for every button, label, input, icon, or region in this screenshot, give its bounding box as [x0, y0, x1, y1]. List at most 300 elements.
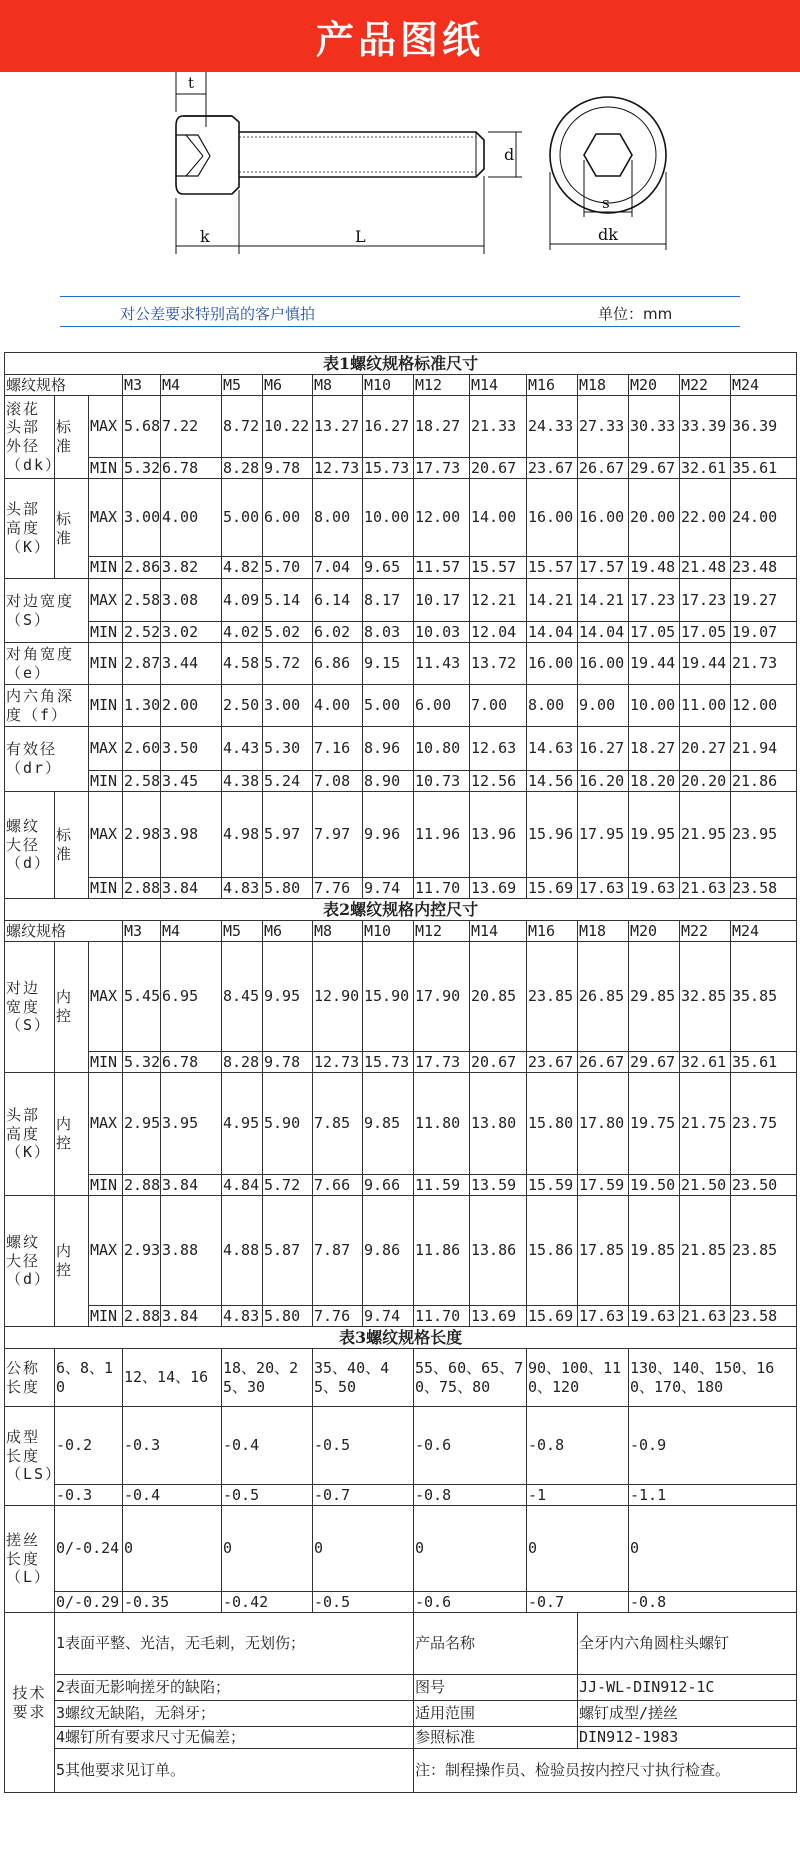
spec-value-cell: 23.85	[731, 1196, 797, 1306]
spec-value-cell: 2.58	[123, 579, 161, 622]
spec-value-cell: 5.72	[263, 1175, 313, 1196]
l-cell: 0	[629, 1506, 797, 1592]
tech-row	[5, 1675, 797, 1701]
tech-item: 1表面平整、光洁，无毛刺，无划伤；	[55, 1613, 414, 1675]
spec-value-cell: 12.73	[313, 1052, 363, 1073]
spec-value-cell: 11.70	[414, 1306, 470, 1327]
spec-value-cell: 16.27	[363, 396, 414, 458]
spec-value-cell: 10.17	[414, 579, 470, 622]
spec-value-cell: 6.78	[161, 458, 222, 479]
spec-value-cell: 3.44	[161, 643, 222, 685]
spec-sheet	[4, 352, 796, 1844]
spec-value-cell: 26.67	[578, 1052, 629, 1073]
scope-label: 适用范围	[414, 1701, 578, 1727]
spec-value-cell: 10.80	[414, 727, 470, 771]
spec-value-cell: 2.58	[124, 771, 161, 790]
spec-value-cell: 11.70	[414, 878, 470, 899]
spec-value-cell: 4.88	[222, 1196, 263, 1306]
spec-group-sub: 内控	[55, 942, 89, 1073]
spec-value-cell: 3.00	[123, 479, 161, 557]
spec-value-cell: 23.67	[527, 458, 578, 479]
spec-value-cell: 7.00	[470, 685, 527, 727]
standard-value: DIN912-1983	[578, 1727, 797, 1749]
spec-value-cell: 16.20	[578, 771, 629, 792]
tolerance-tag: MIN	[89, 685, 123, 727]
spec-value-cell: 15.57	[470, 557, 527, 579]
tolerance-tag: MAX	[89, 792, 123, 878]
spec-value-cell: 5.87	[263, 1196, 313, 1306]
l-cell: 0	[313, 1506, 414, 1592]
spec-value-cell: 22.00	[680, 479, 731, 557]
tolerance-tag: MAX	[89, 942, 123, 1052]
spec-value-cell: 6.00	[263, 479, 313, 557]
spec-value-cell: 5.02	[263, 622, 313, 643]
spec-value-cell: 23.67	[527, 1052, 578, 1073]
size-cell: M4	[161, 375, 222, 396]
spec-value-cell: 17.73	[414, 1052, 470, 1073]
spec-value-cell: 7.22	[161, 396, 222, 458]
tolerance-tag: MAX	[89, 396, 123, 458]
spec-value-cell: 14.00	[470, 479, 527, 557]
spec-value-cell: 17.95	[578, 792, 629, 878]
spec-value-cell: 6.14	[313, 579, 363, 622]
spec-value-cell: 16.27	[578, 727, 629, 771]
spec-value-cell: 14.56	[527, 771, 578, 792]
spec-value-cell: 15.69	[527, 878, 578, 899]
spec-value-cell: 5.90	[263, 1073, 313, 1175]
spec-value-cell: 14.04	[578, 622, 629, 643]
spec-value-cell: 4.83	[222, 1306, 263, 1327]
spec-value-cell: 17.23	[680, 579, 731, 622]
spec-value-cell: 3.84	[161, 878, 222, 899]
spec-value-cell: 4.95	[222, 1073, 263, 1175]
spec-group-label: 头部高度（K）	[5, 1073, 55, 1196]
spec-value-cell: 7.85	[313, 1073, 363, 1175]
spec-value-cell: 12.63	[470, 727, 527, 771]
spec-value-cell: 2.50	[222, 685, 263, 727]
spec-value-cell: 21.33	[470, 396, 527, 458]
spec-value-cell: 36.39	[731, 396, 797, 458]
spec-value-cell: 4.02	[222, 622, 263, 643]
spec-value-cell: 21.95	[680, 792, 731, 878]
spec-value-cell: 17.85	[578, 1196, 629, 1306]
spec-value-cell: 19.63	[629, 878, 680, 899]
spec-value-cell: 12.04	[470, 622, 527, 643]
screw-shank-outline	[239, 132, 484, 177]
spec-value-cell: 8.96	[363, 727, 414, 771]
ls-cell: -0.3	[55, 1485, 123, 1506]
nominal-length-label: 公称长度	[5, 1349, 55, 1407]
spec-value-cell: 13.72	[470, 643, 527, 685]
size-cell: M16	[527, 921, 578, 942]
spec-value-cell: 21.63	[680, 1306, 731, 1327]
spec-row	[5, 1073, 797, 1175]
tech-item: 2表面无影响搓牙的缺陷；	[55, 1675, 414, 1701]
spec-value-cell: 29.67	[629, 458, 680, 479]
nominal-length-cell: 6、8、10	[55, 1349, 123, 1407]
spec-value-cell: 17.05	[680, 622, 731, 643]
size-cell: M3	[123, 921, 161, 942]
dim-label-t: t	[188, 74, 195, 92]
spec-value-cell: 11.00	[680, 685, 731, 727]
tolerance-tag: MAX	[89, 727, 123, 771]
spec-value-cell: 5.97	[263, 792, 313, 878]
spec-value-cell: 9.78	[263, 1052, 313, 1073]
spec-value-cell: 2.93	[123, 1196, 161, 1306]
tolerance-tag: MAX	[89, 1073, 123, 1175]
spec-value-cell: 17.57	[578, 557, 629, 579]
dim-label-k: k	[200, 227, 210, 246]
spec-value-cell: 18.27	[629, 727, 680, 771]
size-cell: M6	[263, 375, 313, 396]
footnote: 注：制程操作员、检验员按内控尺寸执行检查。	[414, 1749, 797, 1793]
spec-value-cell: 11.96	[414, 792, 470, 878]
spec-row	[5, 1196, 797, 1306]
spec-value-cell: 3.98	[161, 792, 222, 878]
spec-value-cell: 19.27	[731, 579, 797, 622]
table1-size-header	[5, 375, 797, 396]
tech-item: 4螺钉所有要求尺寸无偏差；	[55, 1727, 414, 1749]
spec-value-cell: 11.59	[414, 1175, 470, 1196]
spec-value-cell: 7.76	[313, 878, 363, 899]
spec-value-cell: 9.78	[263, 458, 313, 479]
spec-value-cell: 35.61	[731, 458, 797, 479]
spec-value-cell: 2.00	[161, 685, 222, 727]
spec-value-cell: 7.87	[313, 1196, 363, 1306]
l-cell: 0/-0.29	[55, 1592, 123, 1613]
spec-value-cell: 14.63	[527, 727, 578, 771]
spec-value-cell: 19.48	[629, 557, 680, 579]
spec-value-cell: 13.69	[470, 1306, 527, 1327]
spec-value-cell: 12.56	[470, 771, 527, 792]
size-cell: M12	[414, 921, 470, 942]
tolerance-tag: MAX	[89, 1196, 123, 1306]
spec-value-cell: 32.61	[680, 458, 731, 479]
spec-value-cell: 15.90	[363, 942, 414, 1052]
page-title: 产品图纸	[315, 17, 484, 62]
screw-head-outline	[176, 116, 239, 194]
ls-cell: -0.8	[414, 1485, 527, 1506]
tech-row	[5, 1749, 797, 1793]
spec-value-cell: 4.43	[222, 727, 263, 771]
ls-cell: -0.8	[527, 1407, 629, 1485]
spec-value-cell: 5.80	[263, 1306, 313, 1327]
spec-value-cell: 10.00	[363, 479, 414, 557]
size-cell: M18	[578, 375, 629, 396]
size-cell: M4	[161, 921, 222, 942]
spec-value-cell: 15.80	[527, 1073, 578, 1175]
spec-value-cell: 5.32	[124, 458, 161, 477]
spec-value-cell: 9.65	[363, 557, 414, 579]
spec-value-cell: 8.17	[363, 579, 414, 622]
spec-value-cell: 19.07	[731, 622, 797, 643]
ls-cell: -0.9	[629, 1407, 797, 1485]
spec-value-cell: 19.75	[629, 1073, 680, 1175]
spec-row	[5, 579, 797, 622]
spec-value-cell: 7.16	[313, 727, 363, 771]
spec-value-cell: 4.38	[222, 771, 263, 792]
spec-group-sub: 标准	[55, 792, 89, 899]
spec-group-label: 内六角深度（f）	[5, 685, 89, 727]
spec-value-cell: 21.48	[680, 557, 731, 579]
spec-value-cell: 4.00	[313, 685, 363, 727]
spec-value-cell: 2.60	[123, 727, 161, 771]
note-divider-top	[60, 296, 740, 297]
spec-row	[5, 458, 797, 479]
spec-value-cell: 18.20	[629, 771, 680, 792]
l-cell: -0.6	[414, 1592, 527, 1613]
ls-cell: -0.7	[313, 1485, 414, 1506]
spec-value-cell: 15.69	[527, 1306, 578, 1327]
spec-value-cell: 15.86	[527, 1196, 578, 1306]
spec-value-cell: 9.15	[363, 643, 414, 685]
ls-cell: -0.5	[222, 1485, 313, 1506]
spec-value-cell: 35.85	[731, 942, 797, 1052]
spec-value-cell: 17.80	[578, 1073, 629, 1175]
spec-value-cell: 8.45	[222, 942, 263, 1052]
spec-row	[5, 792, 797, 878]
spec-value-cell: 2.88	[124, 878, 161, 897]
nominal-length-cell: 12、14、16	[123, 1349, 222, 1407]
ls-cell: -1.1	[629, 1485, 797, 1506]
spec-value-cell: 3.88	[161, 1196, 222, 1306]
spec-value-cell: 3.00	[263, 685, 313, 727]
spec-value-cell: 3.84	[161, 1175, 222, 1196]
spec-value-cell: 16.00	[527, 643, 578, 685]
tech-row	[5, 1613, 797, 1675]
size-cell: M10	[363, 921, 414, 942]
spec-value-cell: 2.98	[123, 792, 161, 878]
spec-value-cell: 19.50	[629, 1175, 680, 1196]
spec-row	[5, 1052, 797, 1073]
spec-value-cell: 33.39	[680, 396, 731, 458]
product-name-label: 产品名称	[414, 1613, 578, 1675]
spec-table	[4, 352, 797, 1793]
spec-value-cell: 20.20	[680, 771, 731, 792]
spec-value-cell: 17.73	[414, 458, 470, 479]
tolerance-tag: MAX	[89, 579, 123, 622]
size-cell: M16	[527, 375, 578, 396]
l-cell: -0.42	[222, 1592, 313, 1613]
spec-value-cell: 11.80	[414, 1073, 470, 1175]
unit-note: 单位：mm	[598, 305, 673, 323]
spec-value-cell: 12.00	[731, 685, 797, 727]
tech-item: 3螺纹无缺陷，无斜牙；	[55, 1701, 414, 1727]
ls-cell: -0.6	[414, 1407, 527, 1485]
spec-value-cell: 4.58	[222, 643, 263, 685]
spec-value-cell: 15.96	[527, 792, 578, 878]
spec-value-cell: 20.27	[680, 727, 731, 771]
hex-socket-top-view	[584, 134, 632, 176]
spec-value-cell: 2.95	[123, 1073, 161, 1175]
standard-label: 参照标准	[414, 1727, 578, 1749]
spec-value-cell: 9.74	[363, 878, 414, 899]
spec-value-cell: 5.00	[222, 479, 263, 557]
spec-value-cell: 8.03	[363, 622, 414, 643]
spec-value-cell: 19.85	[629, 1196, 680, 1306]
dim-label-L: L	[355, 227, 366, 246]
tolerance-tag: MIN	[89, 771, 123, 792]
spec-value-cell: 21.73	[731, 643, 797, 685]
tolerance-tag: MIN	[89, 878, 123, 899]
spec-value-cell: 3.95	[161, 1073, 222, 1175]
spec-value-cell: 20.67	[470, 458, 527, 479]
tech-row	[5, 1701, 797, 1727]
spec-value-cell: 5.24	[263, 771, 313, 792]
spec-value-cell: 15.59	[527, 1175, 578, 1196]
l-cell: 0	[123, 1506, 222, 1592]
spec-value-cell: 35.61	[731, 1052, 797, 1073]
spec-value-cell: 8.28	[222, 1052, 263, 1073]
spec-value-cell: 4.84	[222, 1175, 263, 1196]
spec-value-cell: 12.00	[414, 479, 470, 557]
spec-value-cell: 1.30	[123, 685, 161, 727]
spec-value-cell: 5.80	[263, 878, 313, 899]
nominal-length-cell: 35、40、45、50	[313, 1349, 414, 1407]
ls-cell: -0.2	[55, 1407, 123, 1485]
spec-value-cell: 5.30	[263, 727, 313, 771]
spec-value-cell: 13.69	[470, 878, 527, 899]
spec-value-cell: 29.85	[629, 942, 680, 1052]
spec-value-cell: 9.66	[363, 1175, 414, 1196]
spec-value-cell: 15.73	[363, 1052, 414, 1073]
spec-value-cell: 3.02	[161, 622, 222, 643]
dim-label-d: d	[504, 145, 515, 164]
size-cell: M5	[222, 921, 263, 942]
ls-row-min	[5, 1485, 797, 1506]
table3-caption: 表3螺纹规格长度	[5, 1327, 797, 1349]
spec-group-label: 对角宽度（e）	[5, 643, 89, 685]
spec-value-cell: 5.00	[363, 685, 414, 727]
spec-value-cell: 26.85	[578, 942, 629, 1052]
tech-item: 5其他要求见订单。	[55, 1749, 414, 1793]
tolerance-tag: MIN	[89, 1175, 123, 1196]
spec-value-cell: 2.86	[123, 557, 161, 579]
spec-value-cell: 6.02	[313, 622, 363, 643]
spec-value-cell: 7.08	[313, 771, 363, 792]
spec-row	[5, 1175, 797, 1196]
ls-label: 成型长度（LS）	[5, 1407, 55, 1506]
spec-value-cell: 20.67	[470, 1052, 527, 1073]
spec-group-sub: 内控	[55, 1073, 89, 1196]
spec-value-cell: 20.00	[629, 479, 680, 557]
spec-value-cell: 4.98	[222, 792, 263, 878]
spec-value-cell: 12.73	[313, 458, 363, 479]
spec-value-cell: 4.09	[222, 579, 263, 622]
spec-row	[5, 1306, 797, 1327]
spec-value-cell: 23.58	[731, 878, 797, 899]
size-cell: M24	[731, 375, 797, 396]
spec-value-cell: 9.96	[363, 792, 414, 878]
spec-row	[5, 557, 797, 579]
spec-value-cell: 11.57	[414, 557, 470, 579]
spec-value-cell: 15.57	[527, 557, 578, 579]
spec-value-cell: 7.76	[313, 1306, 363, 1327]
spec-group-sub: 标准	[55, 479, 89, 579]
size-cell: M10	[363, 375, 414, 396]
spec-value-cell: 8.28	[222, 458, 263, 479]
note-divider-bottom	[60, 326, 740, 327]
hex-socket-profile	[176, 135, 210, 176]
spec-value-cell: 2.52	[124, 622, 161, 641]
spec-value-cell: 27.33	[578, 396, 629, 458]
spec-group-label: 螺纹大径（d）	[5, 792, 55, 899]
spec-value-cell: 21.94	[731, 727, 797, 771]
l-row-min	[5, 1592, 797, 1613]
spec-row	[5, 622, 797, 643]
spec-value-cell: 21.75	[680, 1073, 731, 1175]
table1-body	[5, 396, 797, 899]
spec-value-cell: 24.33	[527, 396, 578, 458]
l-cell: 0/-0.24	[55, 1506, 123, 1592]
spec-value-cell: 17.23	[629, 579, 680, 622]
spec-value-cell: 5.72	[263, 643, 313, 685]
spec-value-cell: 8.00	[527, 685, 578, 727]
l-cell: -0.8	[629, 1592, 797, 1613]
spec-row	[5, 396, 797, 458]
spec-value-cell: 9.00	[578, 685, 629, 727]
ls-cell: -0.4	[222, 1407, 313, 1485]
spec-value-cell: 16.00	[578, 479, 629, 557]
spec-value-cell: 11.43	[414, 643, 470, 685]
spec-value-cell: 5.70	[263, 557, 313, 579]
size-cell: M24	[731, 921, 797, 942]
spec-value-cell: 9.85	[363, 1073, 414, 1175]
nominal-length-cell: 18、20、25、30	[222, 1349, 313, 1407]
spec-value-cell: 5.14	[263, 579, 313, 622]
ls-cell: -0.3	[123, 1407, 222, 1485]
spec-value-cell: 2.88	[124, 1306, 161, 1325]
spec-row	[5, 771, 797, 792]
spec-value-cell: 19.95	[629, 792, 680, 878]
ls-cell: -0.5	[313, 1407, 414, 1485]
spec-row	[5, 727, 797, 771]
nominal-length-cell: 55、60、65、70、75、80	[414, 1349, 527, 1407]
spec-row	[5, 942, 797, 1052]
spec-value-cell: 17.63	[578, 878, 629, 899]
spec-value-cell: 15.73	[363, 458, 414, 479]
spec-value-cell: 32.85	[680, 942, 731, 1052]
spec-value-cell: 5.32	[124, 1052, 161, 1071]
spec-group-label: 滚花头部外径（dk）	[5, 396, 55, 479]
spec-value-cell: 6.78	[161, 1052, 222, 1073]
spec-value-cell: 10.03	[414, 622, 470, 643]
spec-group-label: 螺纹大径（d）	[5, 1196, 55, 1327]
spec-value-cell: 19.44	[680, 643, 731, 685]
spec-value-cell: 3.84	[161, 1306, 222, 1327]
spec-value-cell: 4.00	[161, 479, 222, 557]
size-cell: M20	[629, 921, 680, 942]
l-cell: 0	[527, 1506, 629, 1592]
spec-value-cell: 10.00	[629, 685, 680, 727]
drawing-no-value: JJ-WL-DIN912-1C	[578, 1675, 797, 1701]
tolerance-tag: MIN	[89, 557, 123, 579]
spec-value-cell: 30.33	[629, 396, 680, 458]
spec-value-cell: 13.80	[470, 1073, 527, 1175]
spec-value-cell: 17.05	[629, 622, 680, 643]
l-cell: -0.7	[527, 1592, 629, 1613]
l-cell: -0.5	[313, 1592, 414, 1613]
spec-row	[5, 643, 797, 685]
spec-value-cell: 4.83	[222, 878, 263, 899]
size-cell: M8	[313, 375, 363, 396]
size-cell: M22	[680, 375, 731, 396]
spec-value-cell: 10.73	[414, 771, 470, 792]
spec-value-cell: 12.90	[313, 942, 363, 1052]
spec-value-cell: 6.95	[161, 942, 222, 1052]
spec-value-cell: 23.75	[731, 1073, 797, 1175]
spec-value-cell: 14.04	[527, 622, 578, 643]
